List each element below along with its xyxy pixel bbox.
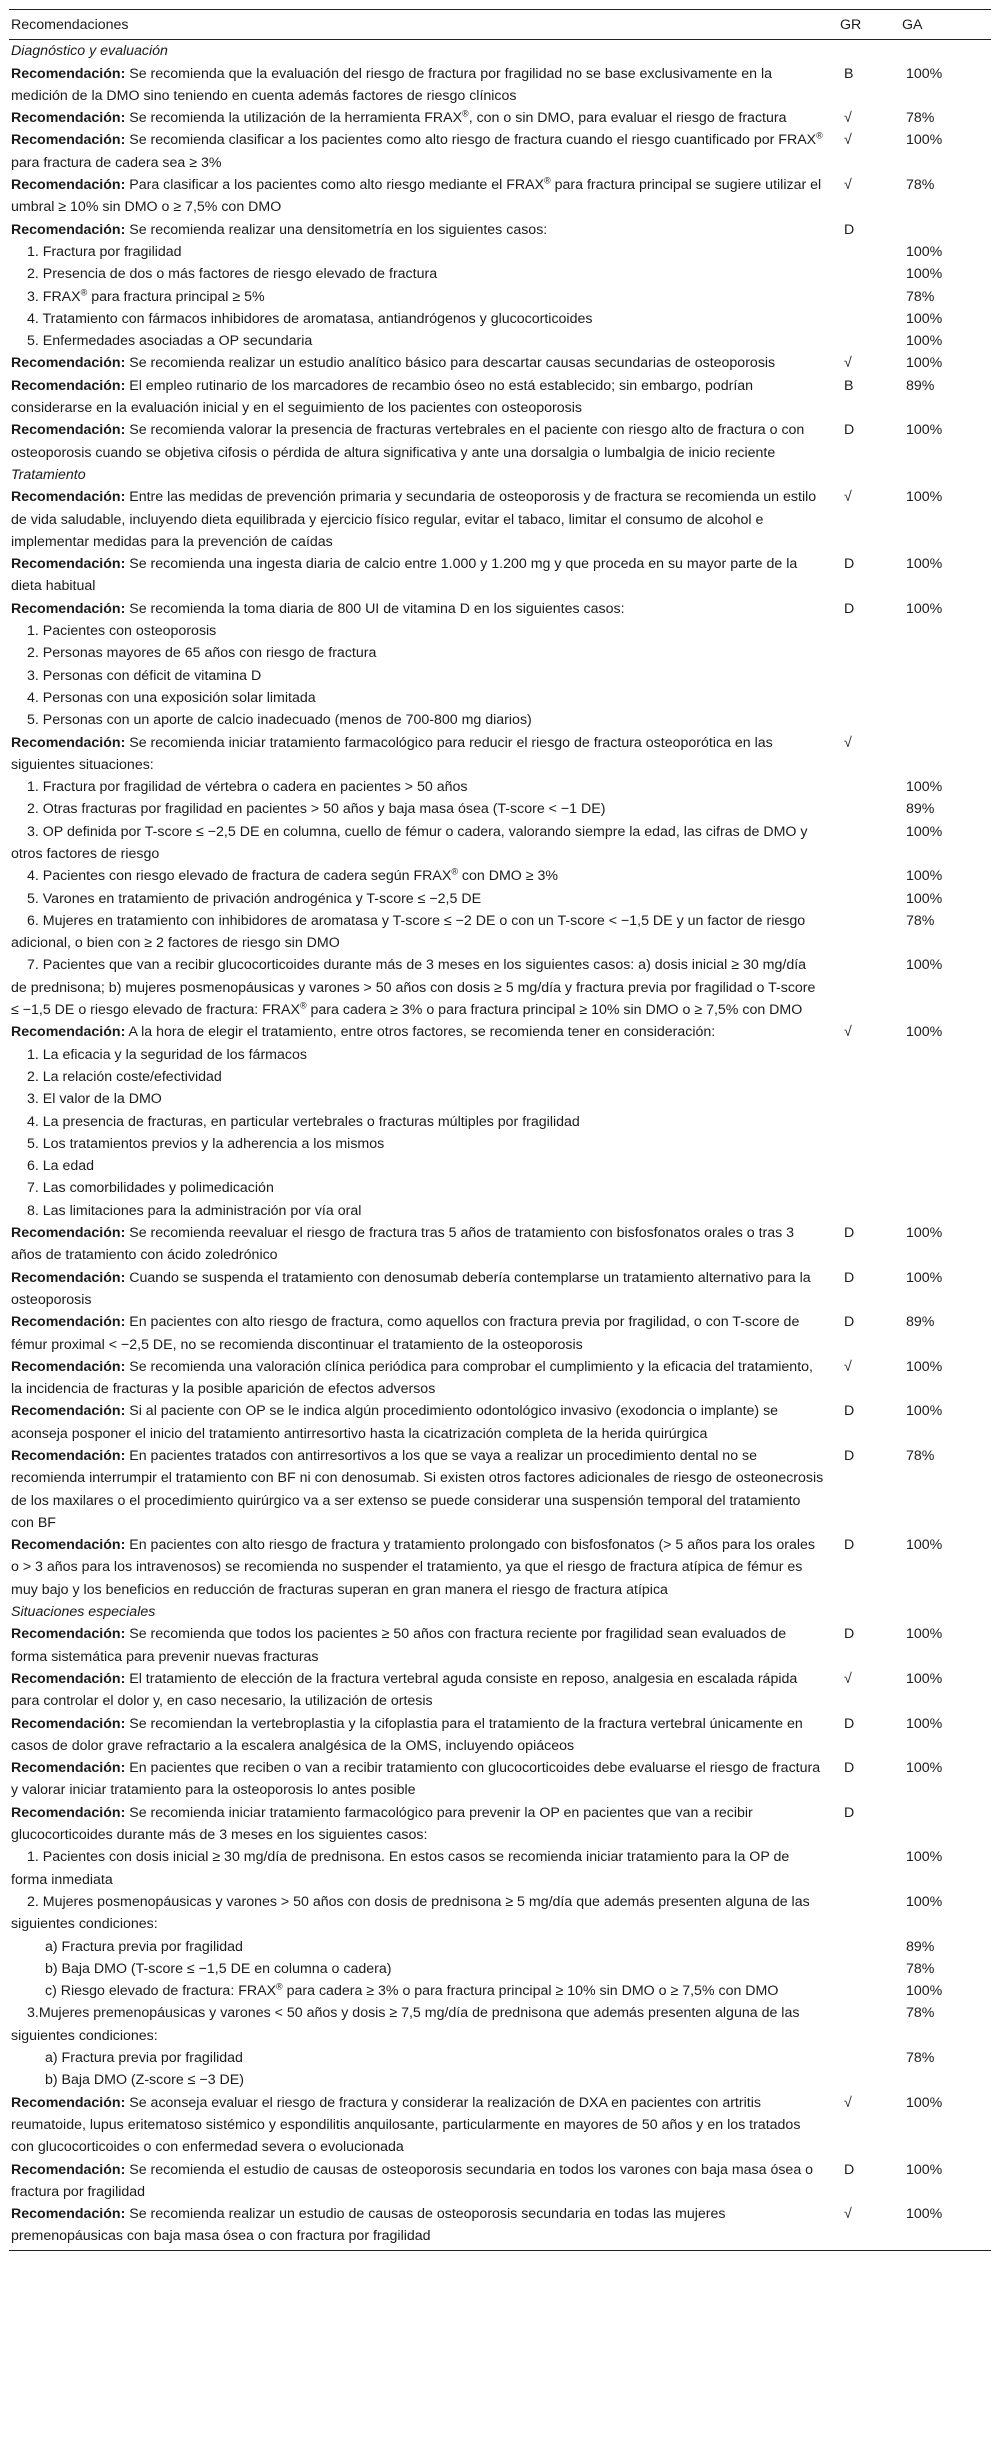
list-item: 1. La eficacia y la seguridad de los fármacos <box>27 1046 307 1063</box>
grade-cell: D <box>844 1626 855 1643</box>
list-item: 6. La edad <box>27 1158 95 1175</box>
recommendation-label: Recomendación: <box>11 1225 126 1242</box>
list-item-row <box>9 1936 991 1958</box>
recommendation-row <box>9 63 991 108</box>
recommendation-label: Recomendación: <box>11 1314 126 1331</box>
grade-cell: √ <box>844 2094 852 2111</box>
recommendation-label: Recomendación: <box>11 65 126 82</box>
grade-cell <box>838 776 900 798</box>
recommendation-text: Se recomienda que la evaluación del riesgo de fractura por fragilidad no se base exclusivamente en la medición de la DMO sino teniendo en cuenta además factores de riesgo clínicos <box>11 65 773 104</box>
grade-cell: B <box>844 65 854 82</box>
list-item-row <box>9 665 991 687</box>
recommendation-row <box>9 1713 991 1758</box>
agreement-cell <box>900 1088 991 1110</box>
grade-cell <box>838 286 900 308</box>
grade-cell: √ <box>844 1670 852 1687</box>
list-item: 1. Fractura por fragilidad <box>27 243 182 260</box>
grade-cell: D <box>844 1314 855 1331</box>
grade-cell: D <box>844 1715 855 1732</box>
recommendation-text: Se recomienda una valoración clínica periódica para comprobar el cumplimiento y la eficacia del tratamiento, la incidencia de fracturas y la posible aparición de efectos adversos <box>11 1358 813 1398</box>
agreement-cell <box>900 464 991 486</box>
recommendation-text: Se recomienda realizar una densitometría en los siguientes casos: <box>125 221 548 238</box>
recommendation-row <box>9 1400 991 1445</box>
recommendation-text: Se recomienda la utilización de la herramienta FRAX®, con o sin DMO, para evaluar el riesgo de fractura <box>125 108 787 127</box>
list-item: 5. Varones en tratamiento de privación androgénica y T-score ≤ −2,5 DE <box>27 890 482 907</box>
agreement-cell: 89% <box>906 801 935 818</box>
list-item: 4. La presencia de fracturas, en particular vertebrales o fracturas múltiples por fragilidad <box>27 1113 580 1130</box>
grade-cell: D <box>844 1269 855 1286</box>
recommendation-row <box>9 2159 991 2204</box>
recommendation-label: Recomendación: <box>11 1760 126 1777</box>
agreement-cell: 89% <box>906 1938 935 1955</box>
agreement-cell: 100% <box>906 823 943 840</box>
grade-cell <box>838 620 900 642</box>
grade-cell <box>838 1111 900 1133</box>
list-item: 4. Tratamiento con fármacos inhibidores de aromatasa, antiandrógenos y glucocorticoides <box>27 310 593 327</box>
recommendation-label: Recomendación: <box>11 2094 126 2111</box>
recommendation-row <box>9 2092 991 2159</box>
agreement-cell: 100% <box>906 868 943 885</box>
agreement-cell: 100% <box>906 1893 943 1910</box>
grade-cell: √ <box>844 489 852 506</box>
list-item-row <box>9 1133 991 1155</box>
section-heading-row <box>9 40 991 63</box>
recommendation-text: En pacientes que reciben o van a recibir tratamiento con glucocorticoides debe evaluarse el riesgo de fractura y valorar iniciar tratamiento para la osteoporosis lo antes posible <box>11 1760 821 1799</box>
agreement-cell <box>900 642 991 664</box>
recommendation-text: En pacientes con alto riesgo de fractura, como aquellos con fractura previa por fragilidad, o con T-score de fémur proximal < −2,5 DE, no se recomienda discontinuar el tratamiento de la osteoporosis <box>11 1314 800 1353</box>
agreement-cell <box>900 732 991 777</box>
agreement-cell <box>900 1133 991 1155</box>
agreement-cell: 100% <box>906 1715 943 1732</box>
section-heading: Diagnóstico y evaluación <box>11 43 168 60</box>
grade-cell: √ <box>844 1024 852 1041</box>
grade-cell <box>838 2047 900 2069</box>
recommendation-row <box>9 1311 991 1356</box>
agreement-cell: 100% <box>906 1269 943 1286</box>
recommendation-text: Se recomienda clasificar a los pacientes como alto riesgo de fractura cuando el riesgo cuantificado por FRAX® para fractura de cadera sea ≥ 3% <box>11 130 823 171</box>
list-item: 4. Pacientes con riesgo elevado de fractura de cadera según FRAX® con DMO ≥ 3% <box>27 866 558 885</box>
list-item: 5. Enfermedades asociadas a OP secundaria <box>27 333 313 350</box>
recommendation-label: Recomendación: <box>11 489 126 506</box>
recommendations-table <box>9 9 991 2251</box>
list-item: 5. Los tratamientos previos y la adherencia a los mismos <box>27 1135 385 1152</box>
recommendation-text: En pacientes con alto riesgo de fractura y tratamiento prolongado con bisfosfonatos (> 5 años para los orales o > 3 años para los intravenosos) se recomienda no suspender el tratamiento, ya que el riesgo de fractura atípica de fémur es muy bajo y los beneficios en reducción de fracturas superan en gran manera el riesgo de fractura atípica <box>11 1537 815 1598</box>
list-item-row <box>9 2002 991 2047</box>
list-item: 8. Las limitaciones para la administración por vía oral <box>27 1202 362 1219</box>
grade-cell <box>838 1200 900 1222</box>
agreement-cell: 100% <box>906 890 943 907</box>
recommendation-label: Recomendación: <box>11 1715 126 1732</box>
grade-cell <box>838 865 900 887</box>
grade-cell <box>838 1088 900 1110</box>
list-item-row <box>9 1155 991 1177</box>
recommendation-text: A la hora de elegir el tratamiento, entre otros factores, se recomienda tener en consideración: <box>125 1024 716 1041</box>
grade-cell: D <box>844 1537 855 1554</box>
recommendation-label: Recomendación: <box>11 2161 126 2178</box>
list-item: 1. Fractura por fragilidad de vértebra o cadera en pacientes > 50 años <box>27 779 468 796</box>
recommendation-label: Recomendación: <box>11 177 126 194</box>
grade-cell <box>838 308 900 330</box>
list-item: 6. Mujeres en tratamiento con inhibidores de aromatasa y T-score ≤ −2 DE o con un T-score < −1,5 DE y un factor de riesgo adicional, o bien con ≥ 2 factores de riesgo sin DMO <box>11 912 806 952</box>
list-item: a) Fractura previa por fragilidad <box>45 1938 243 1955</box>
agreement-cell: 100% <box>906 1024 943 1041</box>
list-item: b) Baja DMO (T-score ≤ −1,5 DE en columna o cadera) <box>45 1960 392 1977</box>
grade-cell: D <box>844 1403 855 1420</box>
agreement-cell <box>900 1177 991 1199</box>
list-item: a) Fractura previa por fragilidad <box>45 2050 243 2067</box>
header-ga: GA <box>900 10 991 40</box>
list-item-row <box>9 263 991 285</box>
recommendation-text: Se recomienda valorar la presencia de fracturas vertebrales en el paciente con riesgo alto de fractura o con osteoporosis cuando se objetiva cifosis o pérdida de altura significativa y ante una dorsalgia o lumbalgia de inicio reciente <box>11 422 805 461</box>
list-item-row <box>9 1066 991 1088</box>
agreement-cell: 100% <box>906 1849 943 1866</box>
header-recommendations: Recomendaciones <box>9 10 838 40</box>
agreement-cell: 100% <box>906 355 943 372</box>
recommendation-row <box>9 1534 991 1601</box>
list-item-row <box>9 954 991 1021</box>
agreement-cell: 100% <box>906 779 943 796</box>
grade-cell <box>838 330 900 352</box>
list-item: 2. Presencia de dos o más factores de riesgo elevado de fractura <box>27 266 438 283</box>
recommendation-row <box>9 1668 991 1713</box>
section-heading: Situaciones especiales <box>11 1604 156 1621</box>
recommendation-row <box>9 553 991 598</box>
list-item: 4. Personas con una exposición solar limitada <box>27 689 316 706</box>
list-item: 7. Las comorbilidades y polimedicación <box>27 1180 274 1197</box>
recommendation-row <box>9 1445 991 1534</box>
recommendation-row <box>9 598 991 620</box>
recommendation-label: Recomendación: <box>11 734 126 751</box>
recommendation-label: Recomendación: <box>11 556 126 573</box>
list-item-row <box>9 620 991 642</box>
grade-cell: √ <box>844 132 852 149</box>
agreement-cell: 78% <box>906 2005 935 2022</box>
recommendation-label: Recomendación: <box>11 1537 126 1554</box>
grade-cell: D <box>844 1760 855 1777</box>
list-item: 2. Mujeres posmenopáusicas y varones > 50 años con dosis de prednisona ≥ 5 mg/día que además presenten alguna de las siguientes condiciones: <box>11 1893 810 1933</box>
grade-cell <box>838 1066 900 1088</box>
agreement-cell: 78% <box>906 110 935 127</box>
grade-cell <box>838 1601 900 1623</box>
recommendation-label: Recomendación: <box>11 1804 126 1821</box>
recommendation-row <box>9 1802 991 1847</box>
grade-cell <box>838 1177 900 1199</box>
list-item: 7. Pacientes que van a recibir glucocorticoides durante más de 3 meses en los siguientes casos: a) dosis inicial ≥ 30 mg/día de prednisona; b) mujeres posmenopáusicas y varones > 50 años con dosis ≥ 5 mg/día y fractura previa por fragilidad o T-score ≤ −1,5 DE o riesgo elevado de fractura: FRAX® para cadera ≥ 3% o para fractura principal ≥ 10% sin DMO o ≥ 7,5% con DMO <box>11 957 816 1019</box>
list-item: 3. OP definida por T-score ≤ −2,5 DE en columna, cuello de fémur o cadera, valorando siempre la edad, las cifras de DMO y otros factores de riesgo <box>11 823 808 862</box>
agreement-cell: 100% <box>906 65 943 82</box>
agreement-cell: 100% <box>906 243 943 260</box>
grade-cell: √ <box>844 110 852 127</box>
agreement-cell: 78% <box>906 1448 935 1464</box>
recommendation-text: Se recomienda iniciar tratamiento farmacológico para reducir el riesgo de fractura osteoporótica en las siguientes situaciones: <box>11 734 773 773</box>
recommendation-label: Recomendación: <box>11 2206 126 2223</box>
recommendation-row <box>9 2203 991 2250</box>
section-heading-row <box>9 1601 991 1623</box>
list-item-row <box>9 1980 991 2002</box>
grade-cell <box>838 954 900 1021</box>
agreement-cell <box>900 709 991 731</box>
list-item-row <box>9 821 991 866</box>
list-item: 1. Pacientes con dosis inicial ≥ 30 mg/día de prednisona. En estos casos se recomienda iniciar tratamiento para la OP de forma inmediata <box>11 1849 790 1888</box>
grade-cell <box>838 821 900 866</box>
recommendation-label: Recomendación: <box>11 1269 126 1286</box>
list-item-row <box>9 1200 991 1222</box>
recommendation-label: Recomendación: <box>11 221 126 238</box>
recommendation-text: Se recomienda una ingesta diaria de calcio entre 1.000 y 1.200 mg y que proceda en su mayor parte de la dieta habitual <box>11 556 798 595</box>
grade-cell: B <box>844 377 854 394</box>
list-item-row <box>9 1846 991 1891</box>
agreement-cell: 100% <box>906 310 943 327</box>
agreement-cell: 100% <box>906 1760 943 1777</box>
agreement-cell: 100% <box>906 1358 943 1375</box>
recommendation-text: En pacientes tratados con antirresortivos a los que se vaya a realizar un procedimiento dental no se recomienda interrumpir el tratamiento con BF ni con denosumab. Si existen otros factores adicionales de riesgo de osteonecrosis de los maxilares o el procedimiento quirúrgico va a ser extenso se puede considerar una suspensión temporal del tratamiento con BF <box>11 1448 824 1531</box>
recommendation-label: Recomendación: <box>11 1403 126 1420</box>
table-body <box>9 40 991 2250</box>
list-item-row <box>9 1111 991 1133</box>
recommendation-label: Recomendación: <box>11 132 126 149</box>
recommendation-row <box>9 1222 991 1267</box>
grade-cell: D <box>844 221 855 238</box>
grade-cell <box>838 1044 900 1066</box>
recommendation-label: Recomendación: <box>11 1358 126 1375</box>
agreement-cell: 89% <box>906 377 935 394</box>
recommendation-text: Se recomienda que todos los pacientes ≥ 50 años con fractura reciente por fragilidad sean evaluados de forma sistemática para prevenir nuevas fracturas <box>11 1626 787 1665</box>
recommendation-text: El tratamiento de elección de la fractura vertebral aguda consiste en reposo, analgesia en escalada rápida para controlar el dolor y, en caso necesario, la utilización de ortesis <box>11 1670 798 1710</box>
grade-cell <box>838 1891 900 1936</box>
list-item-row <box>9 308 991 330</box>
agreement-cell: 100% <box>906 1626 943 1643</box>
agreement-cell: 78% <box>906 288 935 305</box>
grade-cell <box>838 1133 900 1155</box>
agreement-cell: 100% <box>906 600 943 617</box>
grade-cell <box>838 910 900 955</box>
recommendation-label: Recomendación: <box>11 377 126 394</box>
agreement-cell: 100% <box>906 489 943 506</box>
grade-cell: D <box>844 1225 855 1242</box>
agreement-cell <box>900 620 991 642</box>
agreement-cell: 100% <box>906 1670 943 1687</box>
agreement-cell <box>900 1802 991 1847</box>
recommendation-row <box>9 1021 991 1043</box>
recommendation-row <box>9 219 991 241</box>
grade-cell: √ <box>838 2203 900 2250</box>
grade-cell <box>838 798 900 820</box>
recommendation-row <box>9 107 991 129</box>
agreement-cell <box>900 1044 991 1066</box>
grade-cell <box>838 665 900 687</box>
list-item-row <box>9 642 991 664</box>
list-item-row <box>9 865 991 887</box>
list-item-row <box>9 687 991 709</box>
header-gr: GR <box>838 10 900 40</box>
list-item: 3. FRAX® para fractura principal ≥ 5% <box>27 286 265 305</box>
recommendation-row <box>9 1757 991 1802</box>
agreement-cell <box>900 1200 991 1222</box>
grade-cell: √ <box>844 355 852 372</box>
recommendation-row <box>9 732 991 777</box>
grade-cell <box>838 888 900 910</box>
agreement-cell: 100% <box>900 2203 991 2250</box>
recommendation-row <box>9 486 991 553</box>
recommendation-text: Se recomiendan la vertebroplastia y la cifoplastia para el tratamiento de la fractura vertebral únicamente en casos de dolor grave refractario a la escalera analgésica de la OMS, incluyendo opiáceos <box>11 1715 803 1754</box>
section-heading: Tratamiento <box>11 466 86 483</box>
list-item-row <box>9 910 991 955</box>
list-item: 5. Personas con un aporte de calcio inadecuado (menos de 700-800 mg diarios) <box>27 712 532 729</box>
agreement-cell: 78% <box>906 177 935 194</box>
grade-cell <box>838 464 900 486</box>
agreement-cell <box>900 2069 991 2091</box>
agreement-cell: 100% <box>906 1537 943 1554</box>
recommendation-row <box>9 174 991 219</box>
list-item: 2. Otras fracturas por fragilidad en pacientes > 50 años y baja masa ósea (T-score < −1 DE) <box>27 801 606 818</box>
agreement-cell: 100% <box>906 957 943 974</box>
recommendation-row <box>9 1356 991 1401</box>
agreement-cell: 89% <box>906 1314 935 1331</box>
recommendation-text: Si al paciente con OP se le indica algún procedimiento odontológico invasivo (exodoncia o implante) se aconseja posponer el inicio del tratamiento antirresortivo hasta la cicatrización completa de la herida quirúrgica <box>11 1403 779 1442</box>
grade-cell <box>838 263 900 285</box>
recommendation-row <box>9 129 991 174</box>
grade-cell: D <box>844 2161 855 2178</box>
agreement-cell: 78% <box>906 1960 935 1977</box>
grade-cell <box>838 2002 900 2047</box>
recommendation-text: Se recomienda reevaluar el riesgo de fractura tras 5 años de tratamiento con bisfosfonatos orales o tras 3 años de tratamiento con ácido zoledrónico <box>11 1225 795 1264</box>
agreement-cell: 78% <box>906 912 935 929</box>
grade-cell <box>838 40 900 63</box>
recommendation-text: Se recomienda la toma diaria de 800 UI de vitamina D en los siguientes casos: <box>125 600 625 617</box>
recommendation-text: Para clasificar a los pacientes como alto riesgo mediante el FRAX® para fractura principal se sugiere utilizar el umbral ≥ 10% sin DMO o ≥ 7,5% con DMO <box>11 175 822 216</box>
agreement-cell: 100% <box>906 422 943 439</box>
recommendation-row <box>9 419 991 464</box>
list-item: 1. Pacientes con osteoporosis <box>27 623 217 640</box>
agreement-cell <box>900 1601 991 1623</box>
grade-cell: D <box>844 1804 855 1821</box>
grade-cell: D <box>844 422 855 439</box>
list-item: 3.Mujeres premenopáusicas y varones < 50 años y dosis ≥ 7,5 mg/día de prednisona que además presenten alguna de las siguientes condiciones: <box>11 2005 800 2044</box>
list-item-row <box>9 1958 991 1980</box>
agreement-cell <box>900 1066 991 1088</box>
agreement-cell: 100% <box>906 2161 943 2178</box>
agreement-cell: 100% <box>906 333 943 350</box>
recommendation-text: Se aconseja evaluar el riesgo de fractura y considerar la realización de DXA en pacientes con artritis reumatoide, lupus eritematoso sistémico y espondilitis anquilosante, particularmente en mayores de 50 años y en los tratados con glucocorticoides o con enfermedad severa o evolucionada <box>11 2094 801 2156</box>
agreement-cell <box>900 687 991 709</box>
list-item-row <box>9 776 991 798</box>
agreement-cell: 100% <box>906 556 943 573</box>
recommendation-text: Cuando se suspenda el tratamiento con denosumab debería contemplarse un tratamiento alternativo para la osteoporosis <box>11 1269 811 1308</box>
list-item-row <box>9 888 991 910</box>
agreement-cell <box>900 1155 991 1177</box>
recommendation-label: Recomendación: <box>11 1626 126 1643</box>
agreement-cell: 100% <box>906 2094 943 2111</box>
recommendation-row <box>9 1267 991 1312</box>
list-item: 3. Personas con déficit de vitamina D <box>27 667 262 684</box>
grade-cell <box>838 687 900 709</box>
list-item: 2. La relación coste/efectividad <box>27 1068 222 1085</box>
agreement-cell: 100% <box>906 1983 943 2000</box>
list-item-row <box>9 1044 991 1066</box>
recommendation-text: Entre las medidas de prevención primaria y secundaria de osteoporosis y de fractura se recomienda un estilo de vida saludable, incluyendo dieta equilibrada y ejercicio físico regular, evitar el tabaco, limitar el consumo de alcohol e implementar medidas para la prevención de caídas <box>11 489 817 550</box>
recommendation-label: Recomendación: <box>11 355 126 372</box>
list-item-row <box>9 709 991 731</box>
list-item-row <box>9 2069 991 2091</box>
recommendation-label: Recomendación: <box>11 422 126 439</box>
agreement-cell: 100% <box>906 1403 943 1420</box>
agreement-cell <box>900 1111 991 1133</box>
recommendation-label: Recomendación: <box>11 1670 126 1687</box>
list-item: c) Riesgo elevado de fractura: FRAX® para cadera ≥ 3% o para fractura principal ≥ 10% sin DMO o ≥ 7,5% con DMO <box>45 1981 779 2000</box>
agreement-cell <box>900 219 991 241</box>
grade-cell: √ <box>844 734 852 751</box>
agreement-cell: 100% <box>906 266 943 283</box>
agreement-cell: 100% <box>906 1225 943 1242</box>
list-item: b) Baja DMO (Z-score ≤ −3 DE) <box>45 2072 244 2089</box>
grade-cell: √ <box>844 177 852 194</box>
agreement-cell <box>900 665 991 687</box>
section-heading-row <box>9 464 991 486</box>
recommendation-text: El empleo rutinario de los marcadores de recambio óseo no está establecido; sin embargo, podrían considerarse en la evaluación inicial y en el seguimiento de los pacientes con osteoporosis <box>11 377 754 417</box>
grade-cell: √ <box>844 1358 852 1375</box>
grade-cell <box>838 1846 900 1891</box>
recommendation-row <box>9 352 991 374</box>
list-item-row <box>9 330 991 352</box>
list-item-row <box>9 286 991 308</box>
list-item: 3. El valor de la DMO <box>27 1091 162 1108</box>
list-item-row <box>9 1088 991 1110</box>
grade-cell: D <box>844 1448 855 1464</box>
list-item: 2. Personas mayores de 65 años con riesgo de fractura <box>27 645 377 662</box>
grade-cell <box>838 2069 900 2091</box>
grade-cell <box>838 1958 900 1980</box>
list-item-row <box>9 2047 991 2069</box>
grade-cell <box>838 642 900 664</box>
recommendation-label: Recomendación: <box>11 1024 126 1041</box>
grade-cell <box>838 709 900 731</box>
recommendation-text: Se recomienda el estudio de causas de osteoporosis secundaria en todos los varones con baja masa ósea o fractura por fragilidad <box>11 2161 814 2200</box>
grade-cell <box>838 1936 900 1958</box>
grade-cell: D <box>844 600 855 617</box>
recommendation-text: Se recomienda realizar un estudio de causas de osteoporosis secundaria en todas las mujeres premenopáusicas con baja masa ósea o con fractura por fragilidad <box>11 2206 726 2245</box>
recommendation-label: Recomendación: <box>11 110 126 127</box>
grade-cell: D <box>844 556 855 573</box>
recommendation-text: Se recomienda realizar un estudio analítico básico para descartar causas secundarias de osteoporosis <box>125 355 776 372</box>
grade-cell <box>838 1155 900 1177</box>
list-item-row <box>9 241 991 263</box>
recommendation-text: Se recomienda iniciar tratamiento farmacológico para prevenir la OP en pacientes que van a recibir glucocorticoides durante más de 3 meses en los siguientes casos: <box>11 1804 753 1844</box>
recommendation-label: Recomendación: <box>11 600 126 617</box>
recommendation-label: Recomendación: <box>11 1448 126 1464</box>
grade-cell <box>838 1980 900 2002</box>
agreement-cell <box>900 40 991 63</box>
agreement-cell: 78% <box>906 2050 935 2067</box>
recommendation-row <box>9 1623 991 1668</box>
agreement-cell: 100% <box>906 132 943 149</box>
list-item-row <box>9 1177 991 1199</box>
recommendations-document <box>9 9 991 2251</box>
list-item-row <box>9 798 991 820</box>
grade-cell <box>838 241 900 263</box>
table-header-row <box>9 10 991 40</box>
list-item-row <box>9 1891 991 1936</box>
recommendation-row <box>9 375 991 420</box>
